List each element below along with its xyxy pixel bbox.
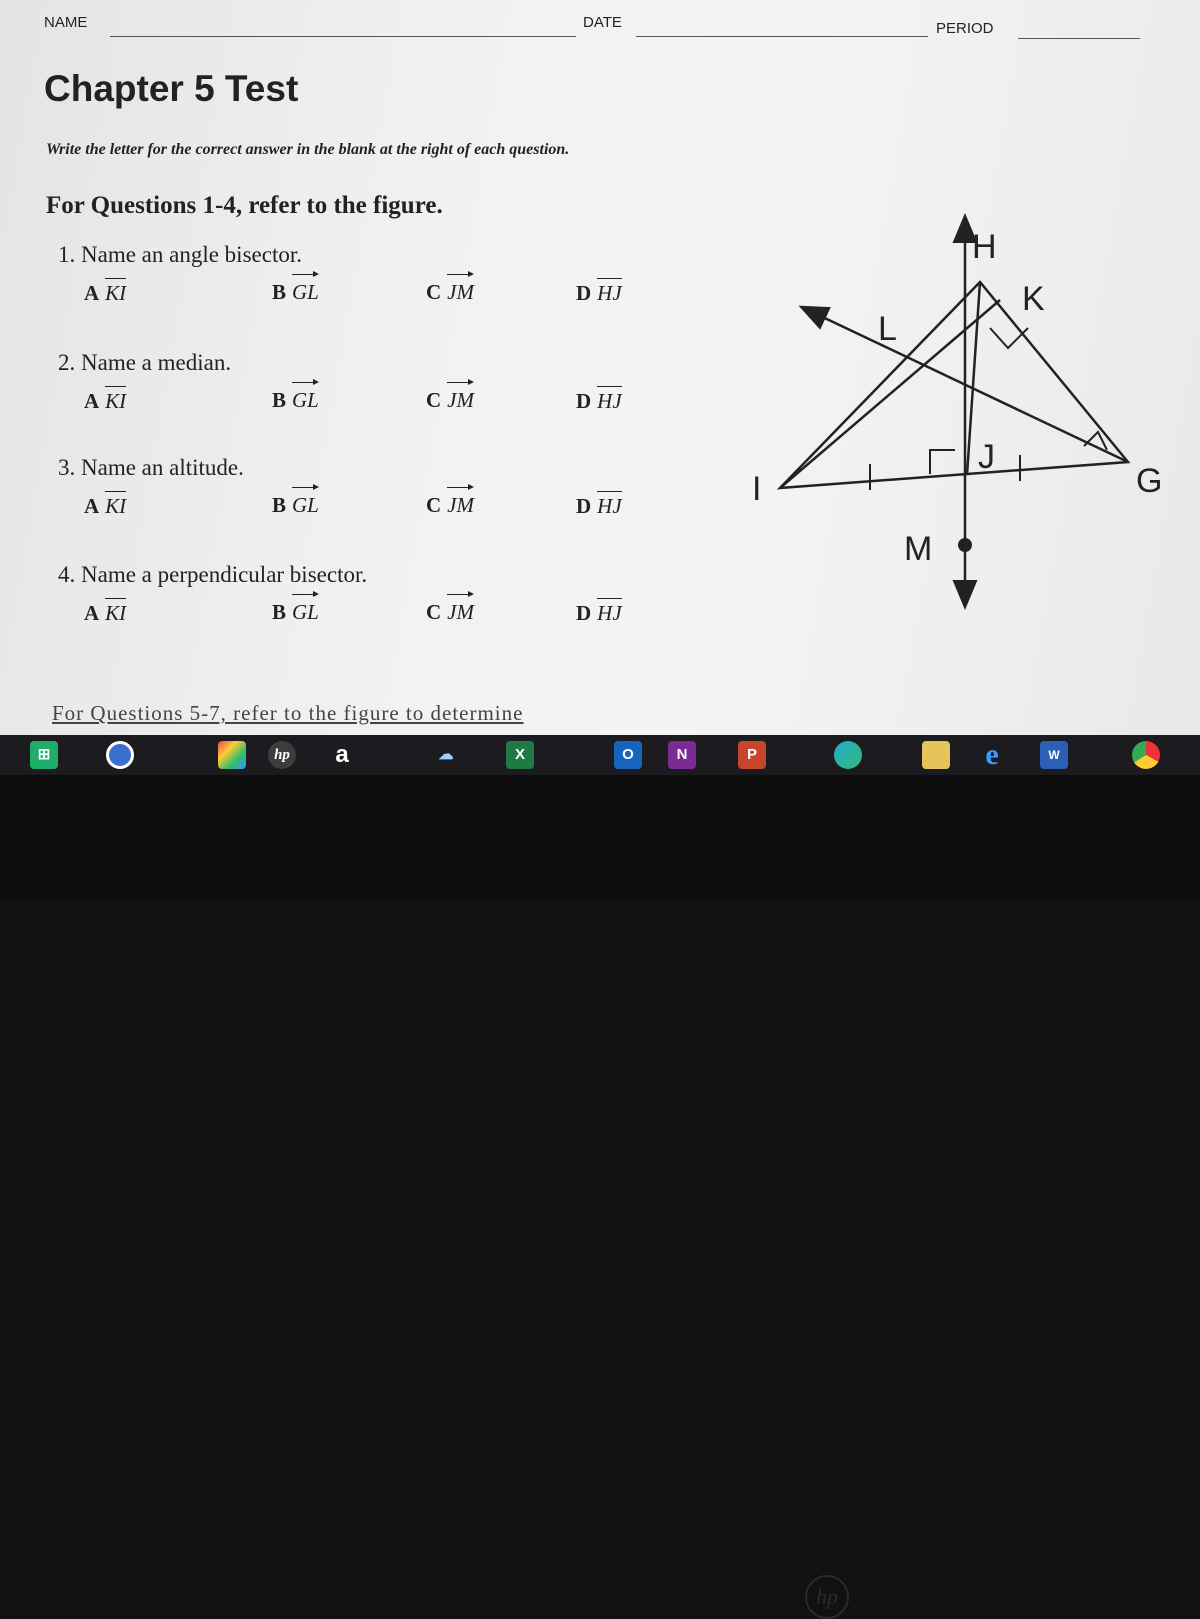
- option-letter: C: [426, 280, 442, 304]
- name-label: NAME: [44, 14, 88, 31]
- option-letter: A: [84, 281, 100, 305]
- label-i: I: [752, 470, 762, 508]
- label-m: M: [904, 530, 933, 568]
- label-k: K: [1022, 280, 1045, 318]
- next-section-text: For Questions 5-7, refer to the figure to determine: [52, 701, 524, 725]
- question-1-prompt: 1. Name an angle bisector.: [58, 242, 302, 267]
- screen: [0, 0, 1200, 735]
- right-angle-j: [930, 450, 955, 474]
- laptop-bezel: [0, 775, 1200, 1609]
- option-segment-name: KI: [105, 278, 126, 306]
- option-letter: A: [84, 601, 100, 625]
- hp-icon[interactable]: hp: [268, 741, 296, 769]
- question-4-prompt: 4. Name a perpendicular bisector.: [58, 562, 368, 587]
- option-letter: A: [84, 494, 100, 518]
- instructions: Write the letter for the correct answer in the blank at the right of each question.: [46, 141, 570, 158]
- onedrive-icon[interactable]: ☁: [438, 746, 454, 763]
- option-letter: C: [426, 388, 442, 412]
- option-segment-name: JM: [447, 388, 474, 412]
- page-title: Chapter 5 Test: [44, 68, 299, 109]
- option-segment-name: GL: [292, 388, 319, 412]
- option-segment-name: JM: [447, 600, 474, 624]
- word-icon[interactable]: W: [1040, 741, 1068, 769]
- option-letter: D: [576, 389, 592, 413]
- label-l: L: [878, 310, 897, 348]
- option-segment-name: GL: [292, 600, 319, 624]
- date-label: DATE: [583, 14, 622, 31]
- refer-text: For Questions 1-4, refer to the figure.: [46, 192, 443, 219]
- taskbar: [0, 735, 1200, 775]
- option-letter: D: [576, 601, 592, 625]
- option-segment-name: HJ: [597, 278, 622, 306]
- option-letter: C: [426, 493, 442, 517]
- file-explorer-icon[interactable]: [922, 741, 950, 769]
- option-segment-name: KI: [105, 598, 126, 626]
- right-angle-k: [990, 328, 1028, 348]
- internet-explorer-icon[interactable]: e: [985, 738, 999, 771]
- cortana-icon[interactable]: [106, 741, 134, 769]
- option-segment-name: JM: [447, 493, 474, 517]
- photos-icon[interactable]: [218, 741, 246, 769]
- triangle-outline: [780, 282, 1128, 488]
- option-letter: D: [576, 494, 592, 518]
- edge-icon[interactable]: [834, 741, 862, 769]
- option-segment-name: HJ: [597, 598, 622, 626]
- option-letter: B: [272, 280, 287, 304]
- option-letter: B: [272, 493, 287, 517]
- amazon-icon[interactable]: a: [335, 741, 349, 768]
- option-letter: B: [272, 600, 287, 624]
- option-segment-name: GL: [292, 493, 319, 517]
- geometry-figure: [0, 0, 1200, 735]
- label-g: G: [1136, 462, 1163, 500]
- question-2-prompt: 2. Name a median.: [58, 350, 232, 375]
- option-letter: C: [426, 600, 442, 624]
- onenote-icon[interactable]: N: [668, 741, 696, 769]
- excel-icon[interactable]: X: [506, 741, 534, 769]
- label-j: J: [978, 438, 995, 476]
- option-letter: B: [272, 388, 287, 412]
- option-segment-name: KI: [105, 491, 126, 519]
- option-segment-name: GL: [292, 280, 319, 304]
- option-segment-name: KI: [105, 386, 126, 414]
- option-segment-name: HJ: [597, 386, 622, 414]
- question-3-prompt: 3. Name an altitude.: [58, 455, 244, 480]
- chrome-icon[interactable]: [1132, 741, 1160, 769]
- option-segment-name: JM: [447, 280, 474, 304]
- hp-logo: hp: [805, 1575, 849, 1619]
- windows-start-icon[interactable]: ⊞: [30, 741, 58, 769]
- outlook-icon[interactable]: O: [614, 741, 642, 769]
- point-m: [958, 538, 972, 552]
- label-h: H: [972, 228, 997, 266]
- period-label: PERIOD: [936, 20, 994, 37]
- option-segment-name: HJ: [597, 491, 622, 519]
- option-letter: D: [576, 281, 592, 305]
- powerpoint-icon[interactable]: P: [738, 741, 766, 769]
- option-letter: A: [84, 389, 100, 413]
